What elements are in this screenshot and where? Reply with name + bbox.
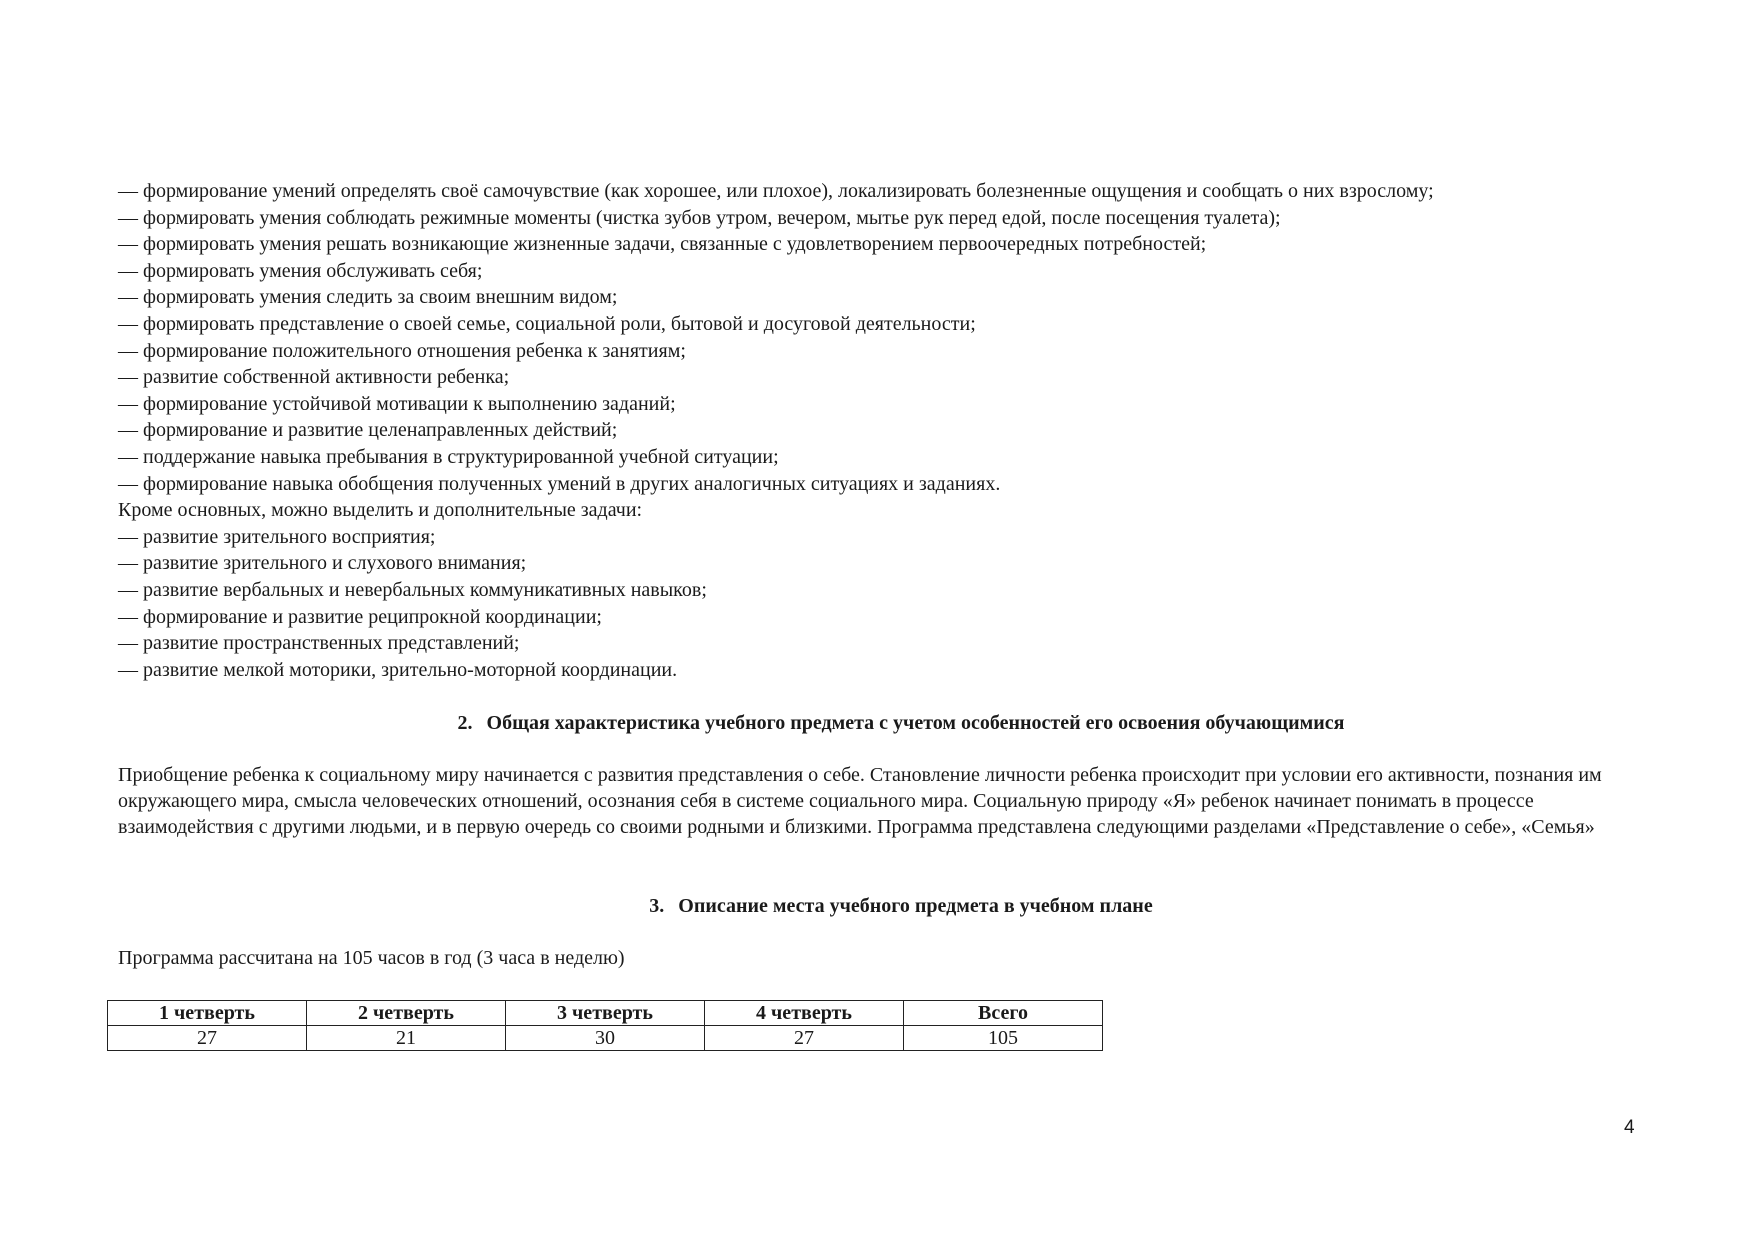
list-item: — формирование и развитие реципрокной координации;: [118, 605, 602, 628]
table-row: [108, 1026, 1103, 1051]
section-2-paragraph: Приобщение ребенка к социальному миру начинается с развития представления о себе. Становление личности ребенка происходит при условии его активности, познания им окружающего мира, смысла человеческих отношений, осознания себя в системе социального мира. Социальную природу «Я» ребенок начинает понимать в процессе взаимодействия с другими людьми, и в первую очередь со своими родными и близкими. Программа представлена следующими разделами «Представление о себе», «Семья»: [118, 764, 1602, 839]
table-header-cell: 1 четверть: [108, 1001, 307, 1026]
list-item: — формирование умений определять своё самочувствие (как хорошее, или плохое), локализировать болезненные ощущения и сообщать о них взрослому;: [118, 180, 1434, 202]
list-intro: Кроме основных, можно выделить и дополнительные задачи:: [118, 499, 643, 522]
list-item: — поддержание навыка пребывания в структурированной учебной ситуации;: [118, 445, 779, 468]
list-item: — развитие мелкой моторики, зрительно-моторной координации.: [118, 658, 678, 681]
list-item: — развитие собственной активности ребенка;: [118, 366, 510, 389]
list-item: — формирование положительного отношения ребенка к занятиям;: [118, 339, 686, 362]
section-3-heading: [24, 893, 1754, 919]
hours-table: [107, 1000, 1103, 1051]
section-2-title: Общая характеристика учебного предмета с учетом особенностей его освоения обучающимися: [486, 712, 1345, 734]
table-cell: 27: [108, 1026, 307, 1051]
table-cell: 27: [705, 1026, 904, 1051]
list-item: — формировать умения соблюдать режимные моменты (чистка зубов утром, вечером, мытье рук перед едой, после посещения туалета);: [118, 206, 1281, 229]
table-cell: 21: [307, 1026, 506, 1051]
section-3-title: Описание места учебного предмета в учебном плане: [678, 895, 1153, 917]
list-item: — формировать представление о своей семье, социальной роли, бытовой и досуговой деятельности;: [118, 312, 976, 335]
list-item: — формировать умения обслуживать себя;: [118, 259, 483, 282]
section-2-heading: [24, 710, 1754, 736]
list-item: — формировать умения следить за своим внешним видом;: [118, 286, 618, 309]
section-2-number: 2.: [457, 712, 473, 734]
section-3-paragraph: Программа рассчитана на 105 часов в год (3 часа в неделю): [118, 947, 625, 969]
table-cell: 105: [904, 1026, 1103, 1051]
section-3-number: 3.: [649, 895, 665, 917]
table-header-cell: 3 четверть: [506, 1001, 705, 1026]
list-item: — формирование устойчивой мотивации к выполнению заданий;: [118, 392, 676, 415]
list-item: — формирование и развитие целенаправленных действий;: [118, 419, 618, 442]
table-header-cell: 2 четверть: [307, 1001, 506, 1026]
list-item: — развитие зрительного и слухового внимания;: [118, 552, 527, 575]
table-header-cell: 4 четверть: [705, 1001, 904, 1026]
table-header-cell: Всего: [904, 1001, 1103, 1026]
table-header-row: [108, 1001, 1103, 1026]
list-item: — развитие пространственных представлений;: [118, 632, 520, 655]
table-cell: 30: [506, 1026, 705, 1051]
page-number: 4: [1624, 1117, 1635, 1138]
list-item: — формировать умения решать возникающие жизненные задачи, связанные с удовлетворением первоочередных потребностей;: [118, 233, 1207, 256]
list-item: — формирование навыка обобщения полученных умений в других аналогичных ситуациях и заданиях.: [118, 472, 1001, 495]
list-item: — развитие вербальных и невербальных коммуникативных навыков;: [118, 578, 707, 601]
list-item: — развитие зрительного восприятия;: [118, 525, 436, 548]
task-list: [118, 178, 1658, 683]
